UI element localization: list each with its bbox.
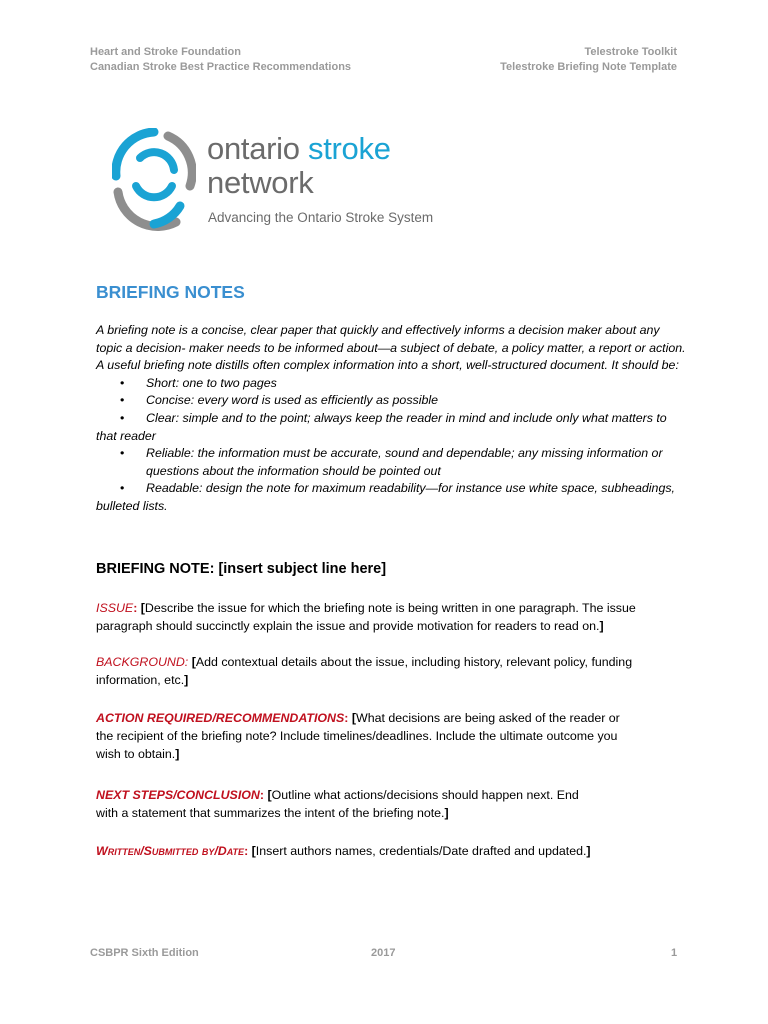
intro-section <box>96 322 686 516</box>
footer-page-number: 1 <box>671 947 678 959</box>
written-by-text: Insert authors names, credentials/Date drafted and updated. <box>255 844 587 858</box>
page-heading: BRIEFING NOTES <box>96 282 245 302</box>
written-by-section: Written/Submitted by/Date: [Insert authors names, credentials/Date drafted and updated.] <box>96 844 591 858</box>
background-section: BACKGROUND: [Add contextual details about the issue, including history, relevant policy, funding information, etc.] <box>96 655 633 687</box>
intro-paragraph: A briefing note is a concise, clear paper that quickly and effectively informs a decision maker about any topic a decision- maker needs to be informed about—a subject of debate, a policy matter, a report or action. A useful briefing note distills often complex information into a short, well-structured document. It should be: <box>96 323 686 373</box>
list-item: • Clear: simple and to the point; always keep the reader in mind and include only what matters to that reader <box>96 410 667 443</box>
header-template-name: Telestroke Briefing Note Template <box>500 60 677 73</box>
logo-emblem-icon <box>112 128 196 232</box>
next-steps-label: NEXT STEPS/CONCLUSION <box>96 788 260 802</box>
action-text: What decisions are being asked of the reader or the recipient of the briefing note? Include timelines/deadlines. Include the ultimate outcome you wish to obtain. <box>96 711 620 761</box>
list-item: • Short: one to two pages <box>120 375 277 390</box>
action-section: ACTION REQUIRED/RECOMMENDATIONS: [What decisions are being asked of the reader or the recipient of the briefing note? Include timelines/deadlines. Include the ultimate outcome you wish to obtain.] <box>96 711 620 761</box>
background-text: Add contextual details about the issue, including history, relevant policy, funding information, etc. <box>96 655 633 687</box>
footer-edition: CSBPR Sixth Edition <box>90 947 199 959</box>
header-toolkit-name: Telestroke Toolkit <box>584 46 677 58</box>
list-item: • Readable: design the note for maximum readability—for instance use white space, subheadings, bulleted lists. <box>96 481 675 513</box>
header-document-series: Canadian Stroke Best Practice Recommendations <box>90 60 352 73</box>
written-by-label: Written/Submitted by/Date <box>96 844 245 858</box>
briefing-note-title: BRIEFING NOTE: [insert subject line here] <box>96 561 387 577</box>
list-item: • Concise: every word is used as efficiently as possible <box>120 393 439 408</box>
footer-year: 2017 <box>371 947 396 959</box>
page-header-left <box>90 45 351 74</box>
issue-label: ISSUE <box>96 601 134 615</box>
next-steps-text: Outline what actions/decisions should happen next. End with a statement that summarizes the intent of the briefing note. <box>96 788 579 820</box>
issue-text: Describe the issue for which the briefing note is being written in one paragraph. The issue paragraph should succinctly explain the issue and provide motivation for readers to read on. <box>96 601 636 633</box>
list-item: • Reliable: the information must be accurate, sound and dependable; any missing information or questions about the information should be pointed out <box>120 446 663 478</box>
logo-wordmark-line1: ontario stroke <box>207 131 391 166</box>
ontario-stroke-network-logo <box>112 128 442 233</box>
logo-wordmark-line2: network <box>207 165 314 200</box>
logo-tagline: Advancing the Ontario Stroke System <box>208 210 434 225</box>
action-label: ACTION REQUIRED/RECOMMENDATIONS <box>96 711 345 725</box>
issue-section: ISSUE: [Describe the issue for which the briefing note is being written in one paragraph. The issue paragraph should succinctly explain the issue and provide motivation for readers to read on.] <box>96 601 636 633</box>
header-organization: Heart and Stroke Foundation <box>90 46 241 58</box>
intro-bullet-list <box>96 375 686 516</box>
next-steps-section: NEXT STEPS/CONCLUSION: [Outline what actions/decisions should happen next. End with a statement that summarizes the intent of the briefing note.] <box>96 788 579 820</box>
page-header-right <box>500 45 677 74</box>
background-label: BACKGROUND: <box>96 655 189 669</box>
